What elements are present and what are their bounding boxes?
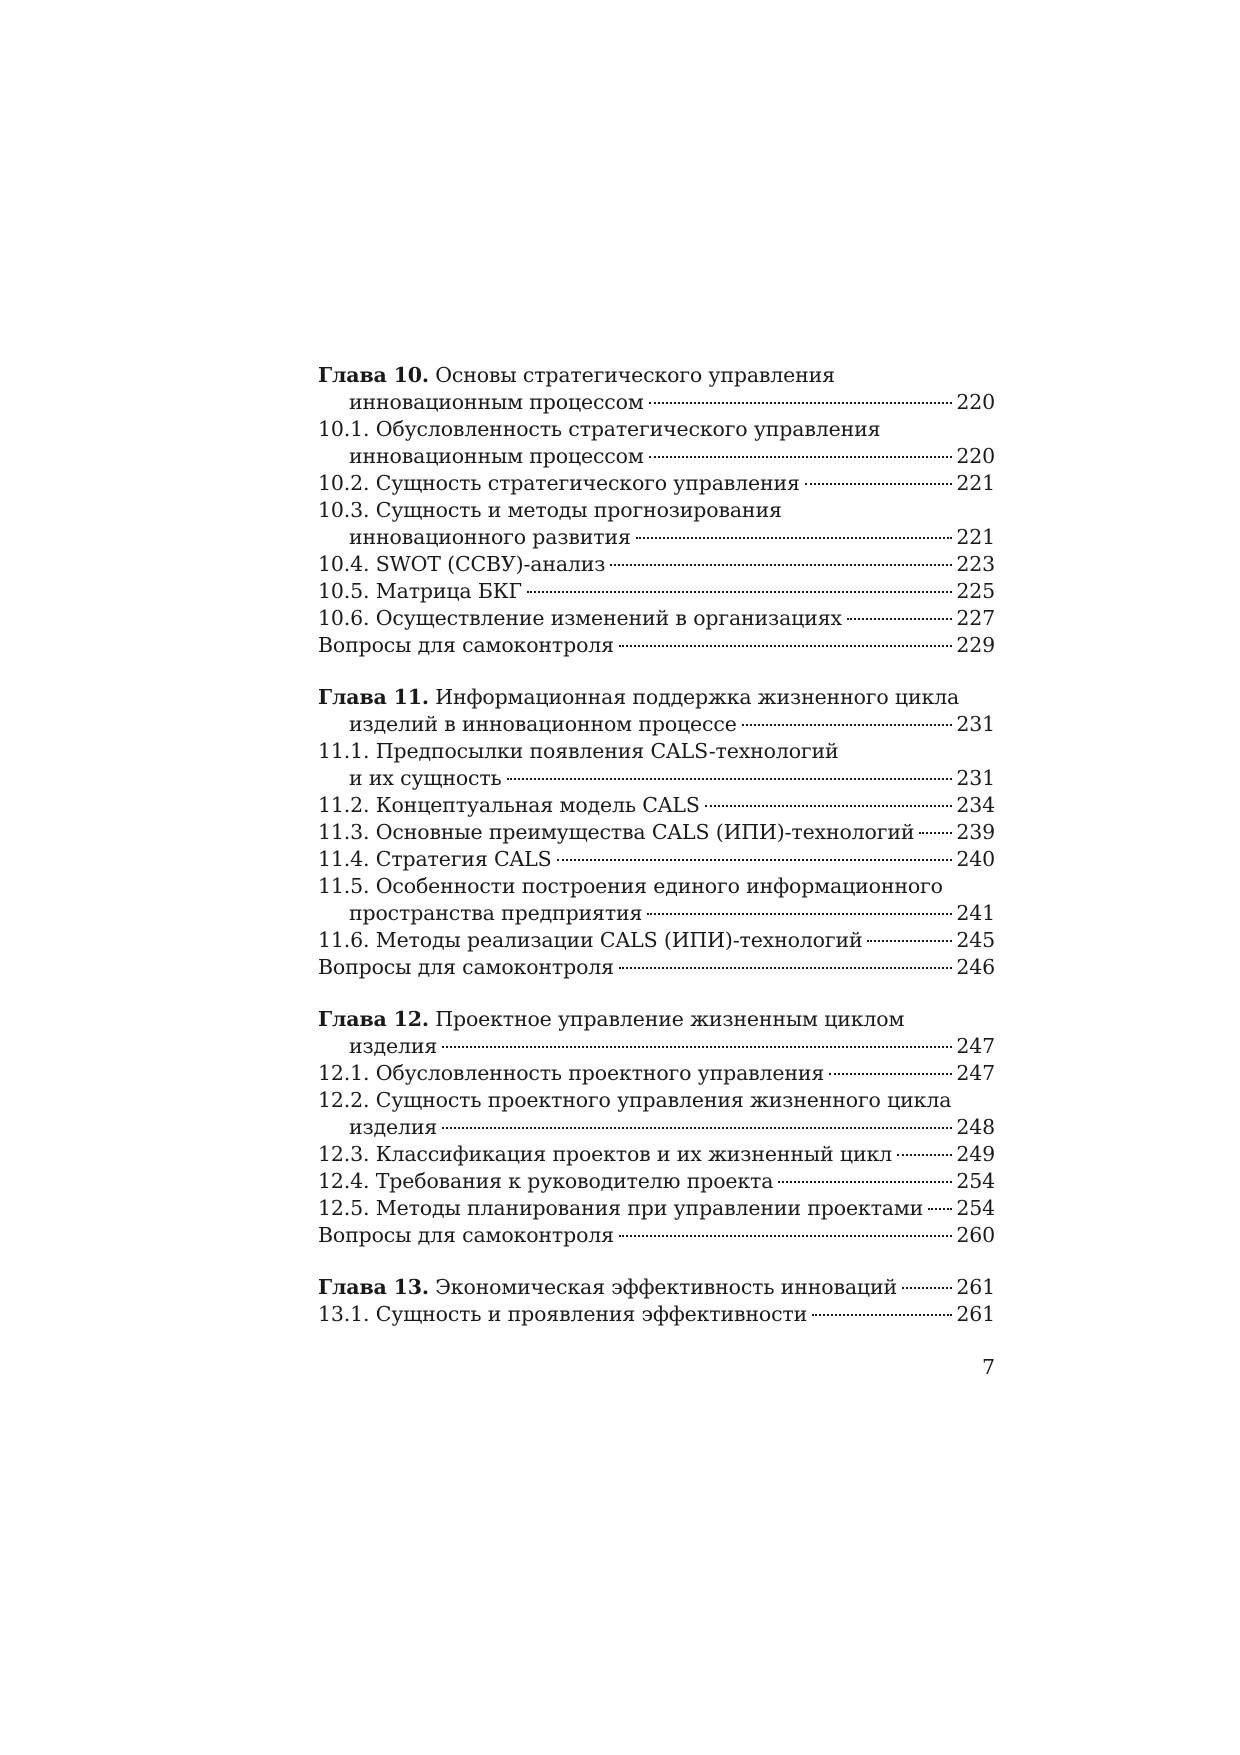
page-number: 7 bbox=[981, 1355, 995, 1379]
toc-page-number: 245 bbox=[956, 928, 995, 952]
dot-leader bbox=[928, 1208, 952, 1210]
chapter-label: Глава 10. bbox=[318, 363, 429, 387]
toc-entry-text: инновационным процессом bbox=[349, 390, 644, 414]
toc-entry bbox=[318, 900, 995, 927]
toc-entry bbox=[318, 1006, 995, 1033]
toc-entry-title bbox=[318, 497, 782, 524]
toc-page-number: 220 bbox=[956, 444, 995, 468]
toc-entry-title bbox=[318, 1195, 923, 1222]
toc-page-number: 248 bbox=[956, 1115, 995, 1139]
toc-entry-title bbox=[318, 551, 605, 578]
toc-entry-text: Основы стратегического управления bbox=[428, 363, 835, 387]
toc-entry-title bbox=[349, 711, 737, 738]
toc-entry bbox=[318, 1301, 995, 1328]
dot-leader bbox=[527, 591, 952, 593]
toc-entry-title bbox=[318, 819, 914, 846]
toc-entry-text: 11.2. Концептуальная модель CALS bbox=[318, 793, 700, 817]
toc-chapter-block bbox=[318, 1274, 995, 1328]
toc-entry-text: Вопросы для самоконтроля bbox=[318, 1223, 614, 1247]
toc-page-number: 227 bbox=[956, 606, 995, 630]
toc-page-number: 240 bbox=[956, 847, 995, 871]
toc-entry-text: 11.6. Методы реализации CALS (ИПИ)-технологий bbox=[318, 928, 863, 952]
dot-leader bbox=[919, 832, 952, 834]
toc-entry bbox=[318, 1060, 995, 1087]
toc-entry-title bbox=[318, 954, 614, 981]
toc-entry bbox=[318, 605, 995, 632]
dot-leader bbox=[829, 1073, 952, 1075]
toc-page-number: 231 bbox=[956, 712, 995, 736]
toc-entry-text: Информационная поддержка жизненного цикла bbox=[428, 685, 960, 709]
toc-entry-title bbox=[349, 524, 631, 551]
toc-page-number: 221 bbox=[956, 525, 995, 549]
dot-leader bbox=[897, 1154, 952, 1156]
dot-leader bbox=[647, 913, 952, 915]
chapter-label: Глава 12. bbox=[318, 1007, 429, 1031]
dot-leader bbox=[742, 724, 953, 726]
toc-entry-text: изделий в инновационном процессе bbox=[349, 712, 737, 736]
toc-page-number: 234 bbox=[956, 793, 995, 817]
toc-entry bbox=[318, 738, 995, 765]
toc-entry bbox=[318, 497, 995, 524]
toc-entry-title bbox=[318, 927, 862, 954]
dot-leader bbox=[619, 645, 952, 647]
toc-entry bbox=[318, 524, 995, 551]
toc-page-number: 247 bbox=[956, 1034, 995, 1058]
table-of-contents bbox=[318, 362, 995, 1353]
toc-page-number: 225 bbox=[956, 579, 995, 603]
toc-entry-title bbox=[318, 1274, 897, 1301]
dot-leader bbox=[636, 537, 953, 539]
toc-entry bbox=[318, 362, 995, 389]
dot-leader bbox=[778, 1181, 952, 1183]
toc-page-number: 241 bbox=[956, 901, 995, 925]
toc-entry-text: пространства предприятия bbox=[349, 901, 643, 925]
chapter-label: Глава 13. bbox=[318, 1275, 429, 1299]
toc-entry-title bbox=[318, 362, 835, 389]
toc-page-number: 221 bbox=[956, 471, 995, 495]
toc-entry bbox=[318, 954, 995, 981]
toc-page-number: 223 bbox=[956, 552, 995, 576]
toc-entry-title bbox=[318, 470, 800, 497]
toc-entry-title bbox=[318, 873, 943, 900]
toc-entry-text: 12.4. Требования к руководителю проекта bbox=[318, 1169, 774, 1193]
toc-entry-text: изделия bbox=[349, 1034, 438, 1058]
toc-entry-title bbox=[318, 1141, 892, 1168]
toc-page-number: 254 bbox=[956, 1169, 995, 1193]
dot-leader bbox=[705, 805, 953, 807]
toc-entry bbox=[318, 1141, 995, 1168]
toc-entry-title bbox=[318, 1060, 824, 1087]
dot-leader bbox=[507, 778, 953, 780]
toc-page-number: 220 bbox=[956, 390, 995, 414]
dot-leader bbox=[812, 1314, 952, 1316]
toc-entry bbox=[318, 846, 995, 873]
toc-entry-title bbox=[349, 1114, 437, 1141]
toc-entry bbox=[318, 1195, 995, 1222]
toc-page-number: 247 bbox=[956, 1061, 995, 1085]
toc-entry-title bbox=[349, 1033, 437, 1060]
toc-entry bbox=[318, 1274, 995, 1301]
toc-entry-text: и их сущность bbox=[349, 766, 502, 790]
toc-entry bbox=[318, 1168, 995, 1195]
toc-page-number: 246 bbox=[956, 955, 995, 979]
toc-entry-text: 12.1. Обусловленность проектного управления bbox=[318, 1061, 825, 1085]
toc-entry-text: 12.5. Методы планирования при управлении проектами bbox=[318, 1196, 924, 1220]
toc-entry bbox=[318, 1222, 995, 1249]
dot-leader bbox=[557, 859, 953, 861]
toc-entry-title bbox=[318, 578, 522, 605]
dot-leader bbox=[867, 940, 952, 942]
dot-leader bbox=[902, 1287, 952, 1289]
toc-entry-title bbox=[318, 1006, 904, 1033]
toc-entry-text: 10.5. Матрица БКГ bbox=[318, 579, 522, 603]
dot-leader bbox=[649, 402, 953, 404]
toc-entry bbox=[318, 1033, 995, 1060]
toc-entry-text: Экономическая эффективность инноваций bbox=[428, 1275, 897, 1299]
toc-entry bbox=[318, 765, 995, 792]
toc-entry bbox=[318, 819, 995, 846]
toc-entry-text: инновационным процессом bbox=[349, 444, 644, 468]
dot-leader bbox=[610, 564, 952, 566]
toc-entry-text: Проектное управление жизненным циклом bbox=[428, 1007, 905, 1031]
toc-entry bbox=[318, 1087, 995, 1114]
toc-entry bbox=[318, 416, 995, 443]
toc-entry-title bbox=[349, 443, 644, 470]
toc-entry-title bbox=[318, 1168, 773, 1195]
toc-entry-text: 10.4. SWOT (ССВУ)-анализ bbox=[318, 552, 606, 576]
toc-entry-text: 10.1. Обусловленность стратегического управления bbox=[318, 417, 881, 441]
toc-entry-title bbox=[318, 1301, 807, 1328]
toc-entry bbox=[318, 578, 995, 605]
toc-chapter-block bbox=[318, 362, 995, 659]
dot-leader bbox=[805, 483, 952, 485]
toc-entry bbox=[318, 1114, 995, 1141]
toc-entry-title bbox=[318, 632, 614, 659]
toc-entry-title bbox=[318, 1087, 951, 1114]
toc-entry-title bbox=[318, 846, 552, 873]
toc-entry-text: Вопросы для самоконтроля bbox=[318, 633, 614, 657]
toc-entry bbox=[318, 470, 995, 497]
toc-entry-text: 12.3. Классификация проектов и их жизненный цикл bbox=[318, 1142, 892, 1166]
toc-entry-text: 11.5. Особенности построения единого информационного bbox=[318, 874, 943, 898]
toc-page-number: 239 bbox=[956, 820, 995, 844]
toc-entry-text: 13.1. Сущность и проявления эффективности bbox=[318, 1302, 808, 1326]
chapter-label: Глава 11. bbox=[318, 685, 429, 709]
toc-entry-title bbox=[318, 684, 959, 711]
toc-entry bbox=[318, 551, 995, 578]
toc-entry bbox=[318, 389, 995, 416]
toc-entry-text: 11.1. Предпосылки появления CALS-технологий bbox=[318, 739, 839, 763]
toc-entry bbox=[318, 443, 995, 470]
toc-entry-title bbox=[349, 900, 642, 927]
toc-entry bbox=[318, 711, 995, 738]
dot-leader bbox=[619, 1235, 952, 1237]
toc-entry-title bbox=[318, 738, 839, 765]
toc-entry-text: изделия bbox=[349, 1115, 438, 1139]
dot-leader bbox=[619, 967, 952, 969]
toc-page-number: 229 bbox=[956, 633, 995, 657]
toc-entry-text: Вопросы для самоконтроля bbox=[318, 955, 614, 979]
dot-leader bbox=[442, 1046, 952, 1048]
toc-entry-title bbox=[318, 605, 842, 632]
toc-page-number: 231 bbox=[956, 766, 995, 790]
toc-page-number: 260 bbox=[956, 1223, 995, 1247]
toc-entry-text: 10.3. Сущность и методы прогнозирования bbox=[318, 498, 782, 522]
toc-entry-text: 11.4. Стратегия CALS bbox=[318, 847, 552, 871]
toc-entry bbox=[318, 684, 995, 711]
dot-leader bbox=[442, 1127, 952, 1129]
toc-page-number: 249 bbox=[956, 1142, 995, 1166]
toc-entry-text: инновационного развития bbox=[349, 525, 631, 549]
toc-entry-title bbox=[349, 765, 502, 792]
toc-entry-text: 12.2. Сущность проектного управления жизненного цикла bbox=[318, 1088, 952, 1112]
toc-entry bbox=[318, 632, 995, 659]
toc-page-number: 261 bbox=[956, 1275, 995, 1299]
dot-leader bbox=[649, 456, 953, 458]
toc-entry bbox=[318, 873, 995, 900]
dot-leader bbox=[847, 618, 952, 620]
toc-chapter-block bbox=[318, 1006, 995, 1249]
toc-entry-title bbox=[318, 416, 880, 443]
toc-entry bbox=[318, 792, 995, 819]
toc-entry-text: 10.6. Осуществление изменений в организациях bbox=[318, 606, 842, 630]
toc-chapter-block bbox=[318, 684, 995, 981]
toc-entry-title bbox=[349, 389, 644, 416]
toc-entry bbox=[318, 927, 995, 954]
toc-entry-text: 10.2. Сущность стратегического управления bbox=[318, 471, 800, 495]
toc-entry-title bbox=[318, 792, 700, 819]
toc-entry-title bbox=[318, 1222, 614, 1249]
toc-entry-text: 11.3. Основные преимущества CALS (ИПИ)-технологий bbox=[318, 820, 915, 844]
toc-page-number: 261 bbox=[956, 1302, 995, 1326]
toc-page-number: 254 bbox=[956, 1196, 995, 1220]
